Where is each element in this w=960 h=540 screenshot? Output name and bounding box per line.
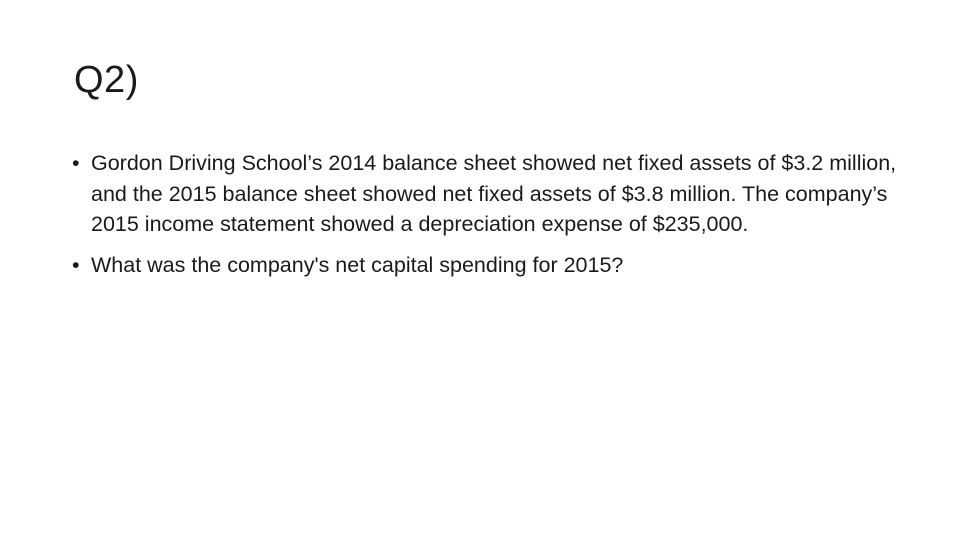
slide-title: Q2) bbox=[74, 59, 139, 101]
bullet-icon: • bbox=[72, 252, 80, 277]
bullet-item bbox=[72, 148, 902, 240]
bullet-item bbox=[72, 250, 902, 281]
bullet-icon: • bbox=[72, 151, 80, 175]
bullet-text: What was the company's net capital spending for 2015? bbox=[91, 252, 624, 277]
bullet-text: Gordon Driving School’s 2014 balance sheet showed net fixed assets of $3.2 million, and the 2015 balance sheet showed net fixed assets of $3.8 million. The company’s 2015 income statement showed a depreciation expense of $235,000. bbox=[91, 151, 897, 236]
bullet-list bbox=[72, 148, 902, 290]
